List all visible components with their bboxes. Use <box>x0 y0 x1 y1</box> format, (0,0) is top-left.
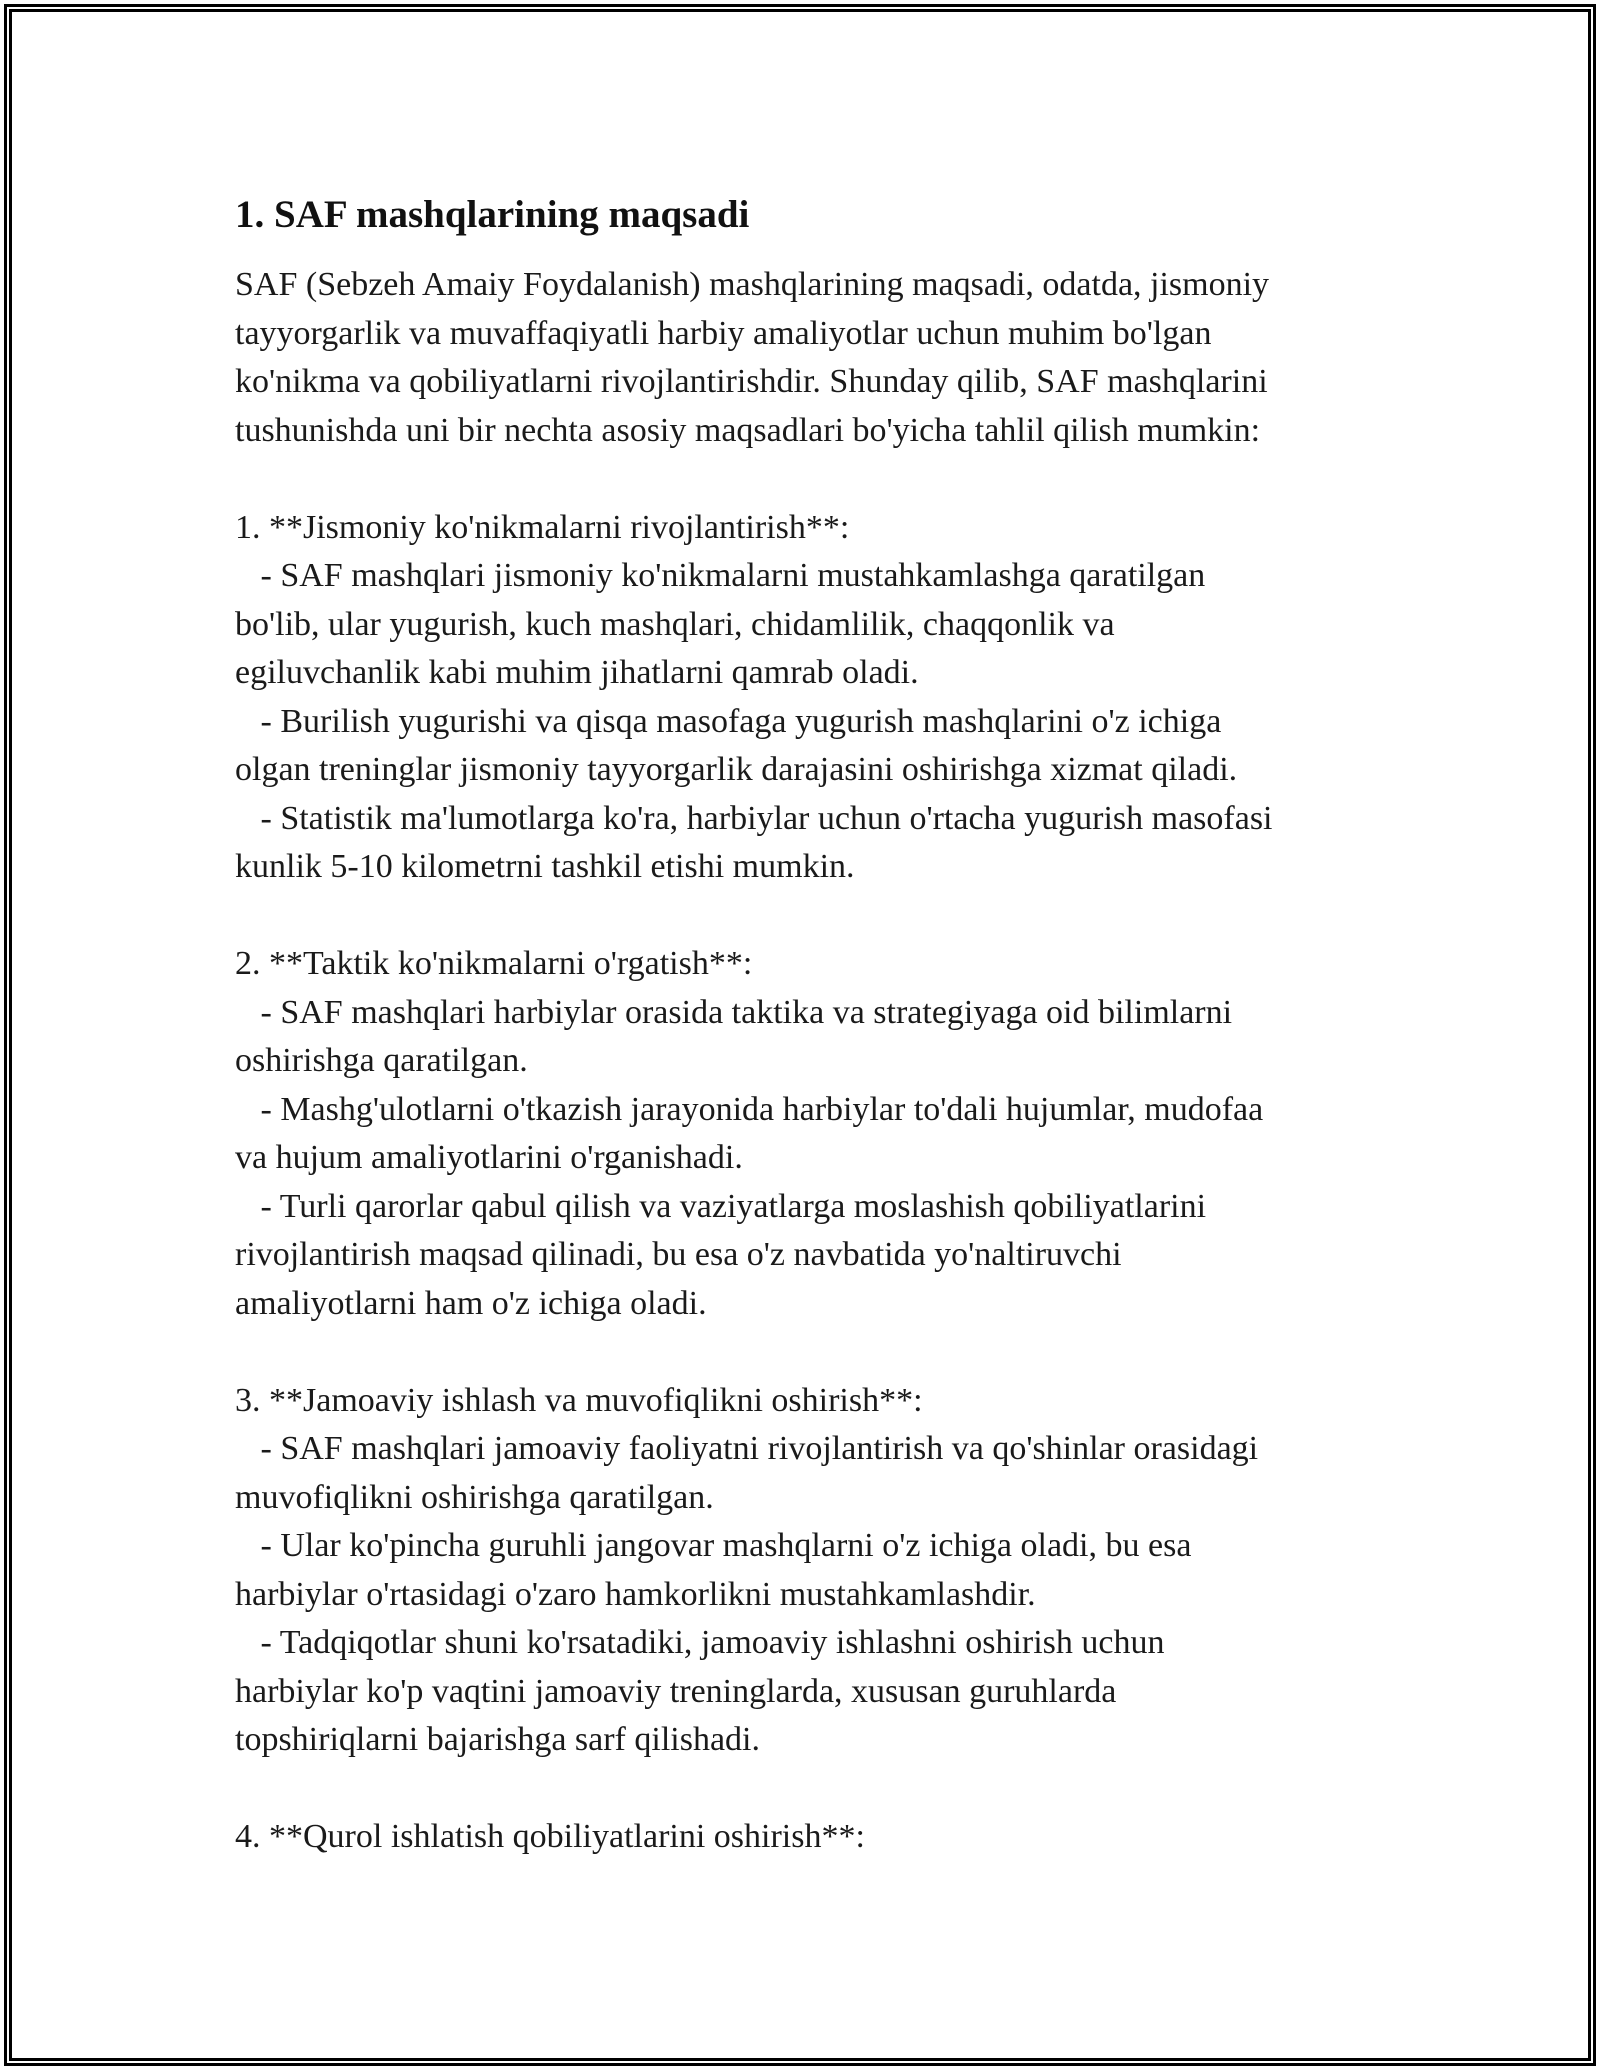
section-heading: 1. SAF mashqlarining maqsadi <box>235 193 750 236</box>
section-body-text: SAF (Sebzeh Amaiy Foydalanish) mashqlarining maqsadi, odatda, jismoniy tayyorgarlik va muvaffaqiyatli harbiy amaliyotlar uchun muhim bo'lgan ko'nikma va qobiliyatlarni rivojlantirishdir. Shunday qilib, SAF mashqlarini tushunishda uni bir nechta asosiy maqsadlari bo'yicha tahlil qilish mumkin: 1. **Jismoniy ko'nikmalarni rivojlantirish**: - SAF mashqlari jismoniy ko'nikmalarni mustahkamlashga qaratilgan bo'lib, ular yugurish, kuch mashqlari, chidamlilik, chaqqonlik va egiluvchanlik kabi muhim jihatlarni qamrab oladi. - Burilish yugurishi va qisqa masofaga yugurish mashqlarini o'z ichiga olgan treninglar jismoniy tayyorgarlik darajasini oshirishga xizmat qiladi. - Statistik ma'lumotlarga ko'ra, harbiylar uchun o'rtacha yugurish masofasi kunlik 5-10 kilometrni tashkil etishi mumkin. 2. **Taktik ko'nikmalarni o'rgatish**: - SAF mashqlari harbiylar orasida taktika va strategiyaga oid bilimlarni oshirishga qaratilgan. - Mashg'ulotlarni o'tkazish jarayonida harbiylar to'dali hujumlar, mudofaa va hujum amaliyotlarini o'rganishadi. - Turli qarorlar qabul qilish va vaziyatlarga moslashish qobiliyatlarini rivojlantirish maqsad qilinadi, bu esa o'z navbatida yo'naltiruvchi amaliyotlarni ham o'z ichiga oladi. 3. **Jamoaviy ishlash va muvofiqlikni oshirish**: - SAF mashqlari jamoaviy faoliyatni rivojlantirish va qo'shinlar orasidagi muvofiqlikni oshirishga qaratilgan. - Ular ko'pincha guruhli jangovar mashqlarni o'z ichiga oladi, bu esa harbiylar o'rtasidagi o'zaro hamkorlikni mustahkamlashdir. - Tadqiqotlar shuni ko'rsatadiki, jamoaviy ishlashni oshirish uchun harbiylar ko'p vaqtini jamoaviy treninglarda, xususan guruhlarda topshiriqlarni bajarishga sarf qilishadi. 4. **Qurol ishlatish qobiliyatlarini oshirish**: <box>235 266 1273 1855</box>
document-content <box>235 187 1375 1862</box>
